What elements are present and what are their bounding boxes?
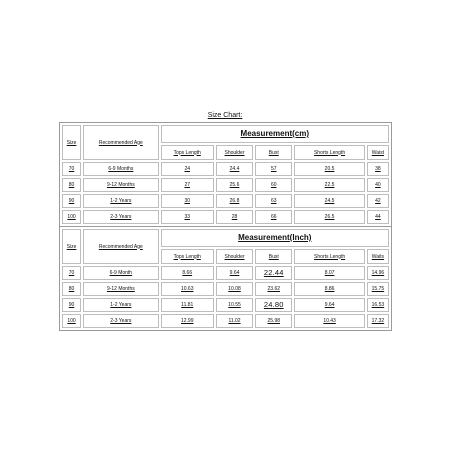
column-header: Bust bbox=[255, 249, 292, 264]
age-cell: 9-12 Months bbox=[83, 282, 158, 296]
column-header: Shoulder bbox=[216, 145, 253, 160]
size-cell: 80 bbox=[62, 178, 81, 192]
chart-title: Size Chart: bbox=[207, 112, 243, 119]
value-cell: 11.02 bbox=[216, 314, 253, 328]
age-cell: 2-3 Years bbox=[83, 314, 158, 328]
value-cell: 28 bbox=[216, 210, 253, 224]
table-row bbox=[62, 194, 389, 208]
value-cell: 42 bbox=[367, 194, 389, 208]
value-cell: 14.96 bbox=[367, 266, 389, 280]
value-cell: 40 bbox=[367, 178, 389, 192]
value-cell: 44 bbox=[367, 210, 389, 224]
value-cell: 9.64 bbox=[216, 266, 253, 280]
column-header: Waits bbox=[367, 249, 389, 264]
value-cell: 23.62 bbox=[255, 282, 292, 296]
value-cell: 26.5 bbox=[294, 210, 364, 224]
table-row bbox=[62, 162, 389, 176]
value-cell: 22.5 bbox=[294, 178, 364, 192]
value-cell: 10.43 bbox=[294, 314, 364, 328]
size-table-inch bbox=[59, 226, 392, 331]
age-header: Recommended Age bbox=[83, 229, 158, 264]
size-cell: 70 bbox=[62, 162, 81, 176]
size-cell: 70 bbox=[62, 266, 81, 280]
column-header: Tops Length bbox=[161, 249, 214, 264]
value-cell: 10.63 bbox=[161, 282, 214, 296]
value-cell: 8.07 bbox=[294, 266, 364, 280]
value-cell: 33 bbox=[161, 210, 214, 224]
table-row bbox=[62, 266, 389, 280]
value-cell: 38 bbox=[367, 162, 389, 176]
column-header: Bust bbox=[255, 145, 292, 160]
column-header: Waist bbox=[367, 145, 389, 160]
value-cell: 8.66 bbox=[161, 266, 214, 280]
column-header: Shorts Length bbox=[294, 249, 364, 264]
column-header: Shorts Length bbox=[294, 145, 364, 160]
value-cell: 60 bbox=[255, 178, 292, 192]
table-row bbox=[62, 298, 389, 312]
value-cell: 10.55 bbox=[216, 298, 253, 312]
value-cell: 24 bbox=[161, 162, 214, 176]
value-cell: 27 bbox=[161, 178, 214, 192]
value-cell: 25.98 bbox=[255, 314, 292, 328]
column-header: Tops Length bbox=[161, 145, 214, 160]
value-cell: 16.53 bbox=[367, 298, 389, 312]
age-cell: 1-2 Years bbox=[83, 194, 158, 208]
measurement-header: Measurement(cm) bbox=[161, 125, 389, 143]
size-cell: 90 bbox=[62, 298, 81, 312]
value-cell: 24.4 bbox=[216, 162, 253, 176]
size-cell: 90 bbox=[62, 194, 81, 208]
value-cell: 25.6 bbox=[216, 178, 253, 192]
age-cell: 9-12 Months bbox=[83, 178, 158, 192]
value-cell: 63 bbox=[255, 194, 292, 208]
value-cell: 8.86 bbox=[294, 282, 364, 296]
age-cell: 6-9 Month bbox=[83, 266, 158, 280]
table-row bbox=[62, 210, 389, 224]
value-cell: 9.64 bbox=[294, 298, 364, 312]
value-cell: 15.75 bbox=[367, 282, 389, 296]
value-cell: 66 bbox=[255, 210, 292, 224]
value-cell: 17.32 bbox=[367, 314, 389, 328]
size-table-cm bbox=[59, 122, 392, 227]
size-header: Size bbox=[62, 125, 81, 160]
value-cell: 24.5 bbox=[294, 194, 364, 208]
value-cell: 11.81 bbox=[161, 298, 214, 312]
age-header: Recommended Age bbox=[83, 125, 158, 160]
value-cell: 57 bbox=[255, 162, 292, 176]
size-header: Size bbox=[62, 229, 81, 264]
value-cell: 26.8 bbox=[216, 194, 253, 208]
value-cell: 12.99 bbox=[161, 314, 214, 328]
size-cell: 100 bbox=[62, 210, 81, 224]
size-cell: 100 bbox=[62, 314, 81, 328]
size-cell: 80 bbox=[62, 282, 81, 296]
age-cell: 1-2 Years bbox=[83, 298, 158, 312]
table-row bbox=[62, 314, 389, 328]
measurement-header: Measurement(Inch) bbox=[161, 229, 389, 247]
value-cell: 22.44 bbox=[255, 266, 292, 280]
table-row bbox=[62, 178, 389, 192]
column-header: Shoulder bbox=[216, 249, 253, 264]
value-cell: 20.5 bbox=[294, 162, 364, 176]
value-cell: 24.80 bbox=[255, 298, 292, 312]
age-cell: 2-3 Years bbox=[83, 210, 158, 224]
table-row bbox=[62, 282, 389, 296]
value-cell: 30 bbox=[161, 194, 214, 208]
value-cell: 10.08 bbox=[216, 282, 253, 296]
age-cell: 6-9 Months bbox=[83, 162, 158, 176]
